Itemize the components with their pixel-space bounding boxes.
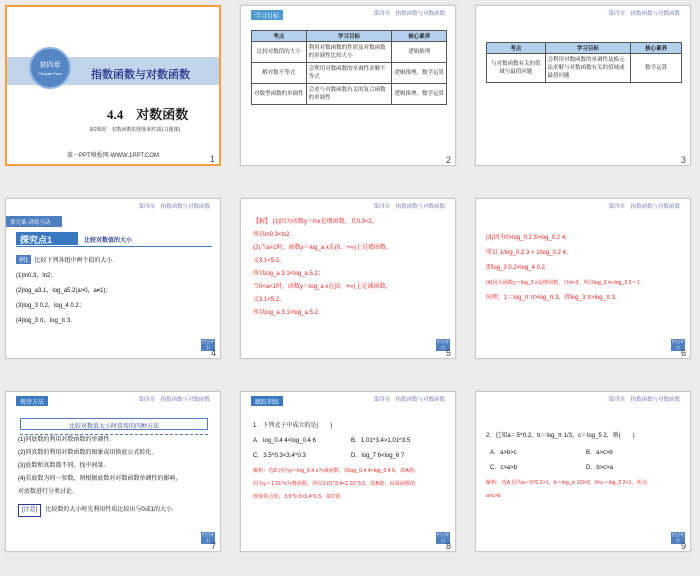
- back-button[interactable]: 栏目导引: [672, 339, 684, 350]
- section-tag: 探究案·讲练互动: [6, 216, 62, 227]
- chapter-badge-en: Chapter Four: [38, 71, 62, 76]
- slide-thumbnail-1[interactable]: [5, 5, 221, 166]
- table-cell: 与对数函数有关的值域与最值问题: [487, 54, 546, 83]
- table-cell: 逻辑推理: [392, 42, 447, 63]
- table-cell: 数学运算: [631, 54, 682, 83]
- choice-a: A．a>b>c: [490, 450, 517, 456]
- slide-thumbnail-4[interactable]: [5, 198, 221, 359]
- solution-line: 又3.1<5.2，: [253, 297, 286, 303]
- table-header: 核心素养: [392, 31, 447, 42]
- note-line: [18, 504, 174, 517]
- table-cell: 比较对数值的大小: [252, 42, 307, 63]
- chapter-badge-text: 第四章: [39, 62, 61, 69]
- chapter-header: 第四章 指数函数与对数函数: [138, 397, 210, 403]
- chapter-header: 第四章 指数函数与对数函数: [373, 11, 445, 17]
- question-text: 1．下列式子中成立的是( ): [253, 423, 333, 429]
- method-line: (2)同真数的利用对数函数的图象或用换底公式转化.: [18, 450, 154, 456]
- divider: [16, 246, 212, 247]
- slide-thumbnail-6[interactable]: [475, 198, 691, 359]
- chapter-header: 第四章 指数函数与对数函数: [138, 204, 210, 210]
- table-header: 学习目标: [545, 43, 631, 54]
- table-row: [487, 54, 682, 83]
- table-cell: 解对数不等式: [252, 63, 307, 84]
- list-item: (3)log_3 0.2，log_4 0.2；: [16, 303, 85, 309]
- slide-number: 7: [210, 541, 216, 551]
- choice-d: D．b>c>a: [586, 465, 614, 471]
- section-tag: 跟踪训练: [251, 396, 283, 406]
- choice-b: B．1.01^3.4>1.01^3.5: [351, 438, 411, 444]
- solution-line: 所以log_a 3.1>log_a 5.2.: [253, 310, 320, 316]
- objectives-table: [251, 30, 447, 105]
- back-button[interactable]: 栏目导引: [202, 339, 214, 350]
- chapter-badge: [29, 47, 71, 89]
- slide-thumbnail-7[interactable]: [5, 391, 221, 552]
- slide-number: 5: [445, 348, 451, 358]
- slide-number: 3: [680, 155, 686, 165]
- chapter-header: 第四章 指数函数与对数函数: [608, 204, 680, 210]
- analysis-line: 图象特点知，3.5^0.3>3.4^0.3，故C错.: [253, 494, 342, 500]
- solution-line: 【解】 (1)因为函数y＝lnx是增函数，且0.3<2，: [253, 219, 378, 225]
- slide-number: 8: [445, 541, 451, 551]
- table-cell: 会利用对数函数的单调性求解不等式: [306, 63, 392, 84]
- analysis-line: 解析：选D.因为y＝log_0.4 x为减函数，故log_0.4 4>log_0.4 6，故A错；: [253, 468, 420, 474]
- chapter-header: 第四章 指数函数与对数函数: [373, 204, 445, 210]
- lesson-subtitle: 第2课时 对数函数的图象和性质(习题课): [89, 127, 181, 133]
- list-item: (4)log_3 π，log_π 3.: [16, 318, 72, 324]
- analysis-line: a>c>b.: [486, 493, 502, 499]
- slide-number: 6: [680, 348, 686, 358]
- back-button[interactable]: 栏目导引: [672, 532, 684, 543]
- table-cell: 逻辑推理、数学运算: [392, 63, 447, 84]
- table-header: 考点: [487, 43, 546, 54]
- table-header: 核心素养: [631, 43, 682, 54]
- example-question: [16, 255, 114, 264]
- analysis-line: 解析：选A.因为a＝5^0.2>1，b＝log_π 1/3<0，0<c＝log_5 2<1，所以: [486, 480, 648, 486]
- method-line: (4)若底数为同一参数，则根据底数对对数函数单调性的影响，: [18, 476, 182, 482]
- slide-number: 2: [445, 155, 451, 165]
- objectives-table: [486, 42, 682, 83]
- slide-number: 9: [680, 541, 686, 551]
- back-button[interactable]: 栏目导引: [202, 532, 214, 543]
- list-item: (1)ln0.3，ln2；: [16, 273, 57, 279]
- method-line: 对底数进行分类讨论.: [18, 489, 74, 495]
- solution-line: 同理，1＝log_π π>log_π 3，即log_3 π>log_π 3.: [486, 295, 617, 301]
- slide-thumbnail-9[interactable]: [475, 391, 691, 552]
- note-text: 比较数的大小时先利用性质比较出与0或1的大小.: [45, 507, 174, 513]
- table-row: [252, 84, 447, 105]
- choice-a: A．log_0.4 4<log_0.4 6: [253, 438, 316, 444]
- back-button[interactable]: 栏目导引: [437, 339, 449, 350]
- solution-line: 所以ln0.3<ln2.: [253, 232, 292, 238]
- table-cell: 会求与对数函数有关的复合函数的单调性: [306, 84, 392, 105]
- lesson-title: 4.4 对数函数: [107, 107, 189, 122]
- choice-b: B．a>c>b: [586, 450, 613, 456]
- choice-c: C．3.5^0.3<3.4^0.3: [253, 453, 306, 459]
- table-header: 考点: [252, 31, 307, 42]
- chapter-header: 第四章 指数函数与对数函数: [373, 397, 445, 403]
- table-cell: 会利用对数函数的单调性及换元法求解与对数函数有关的值域或最值问题: [545, 54, 631, 83]
- note-tag: [注意]: [18, 504, 41, 517]
- table-cell: 逻辑推理、数学运算: [392, 84, 447, 105]
- choice-c: C．c>a>b: [490, 465, 518, 471]
- solution-line: 所以log_a 3.1<log_a 5.2；: [253, 271, 324, 277]
- back-button[interactable]: 栏目导引: [437, 532, 449, 543]
- method-title: 比较对数值大小时常用的四种方法: [20, 418, 208, 430]
- point-label: 探究点1: [16, 232, 78, 245]
- section-tag: 学习目标: [251, 10, 283, 20]
- method-line: (1)同底数的利用对数函数的单调性.: [18, 437, 112, 443]
- table-row: [252, 42, 447, 63]
- solution-line: 即log_3 0.2<log_4 0.2.: [486, 265, 547, 271]
- point-title: 比较对数值的大小: [84, 238, 133, 244]
- solution-line: 当0<a<1时，函数y＝log_a x在(0，+∞)上是减函数，: [253, 284, 392, 290]
- solution-line: 又3.1<5.2，: [253, 258, 286, 264]
- solution-line: (3)因为0>log_0.2 3>log_0.2 4，: [486, 235, 572, 241]
- slide-number: 4: [210, 348, 216, 358]
- question-text: 2．已知a＝5^0.2，b＝log_π 1/3，c＝log_5 2，则( ): [486, 433, 635, 439]
- solution-line: 所以 1/log_0.2 3 < 1/log_0.2 4，: [486, 250, 572, 256]
- table-cell: 利用对数函数的性质及对数函数的单调性比较大小: [306, 42, 392, 63]
- chapter-header: 第四章 指数函数与对数函数: [608, 397, 680, 403]
- example-label: 例1: [16, 255, 31, 264]
- template-url: 第一PPT模板网-WWW.1PPT.COM: [67, 153, 159, 159]
- chapter-title: 指数函数与对数函数: [91, 69, 190, 81]
- section-tag: 规律方法: [16, 396, 48, 406]
- slide-thumbnail-2[interactable]: [240, 5, 456, 166]
- slide-number: 1: [209, 154, 215, 164]
- slide-thumbnail-8[interactable]: [240, 391, 456, 552]
- choice-d: D．log_7 6<log_6 7: [351, 453, 405, 459]
- solution-line: (2)当a>1时，函数y＝log_a x在(0，+∞)上是增函数，: [253, 245, 392, 251]
- table-cell: 对数型函数的单调性: [252, 84, 307, 105]
- chapter-header: 第四章 指数函数与对数函数: [608, 11, 680, 17]
- table-row: [252, 63, 447, 84]
- question-text: 比较下列各组中两个值的大小.: [34, 258, 115, 264]
- slide-thumbnail-3[interactable]: [475, 5, 691, 166]
- analysis-line: 因为y＝1.01^x为增函数，所以1.01^3.4<1.01^3.5，故B错；由幂函数的: [253, 481, 416, 487]
- solution-line: (4)因为函数y＝log_3 x是增函数，且π>3，所以log_3 π>log_3 3＝1.: [486, 280, 642, 286]
- list-item: (2)log_a3.1，log_a5.2(a>0，a≠1)；: [16, 288, 112, 294]
- method-line: (3)底数和真数都不同，找中间量.: [18, 463, 106, 469]
- table-header: 学习目标: [306, 31, 392, 42]
- slide-thumbnail-5[interactable]: [240, 198, 456, 359]
